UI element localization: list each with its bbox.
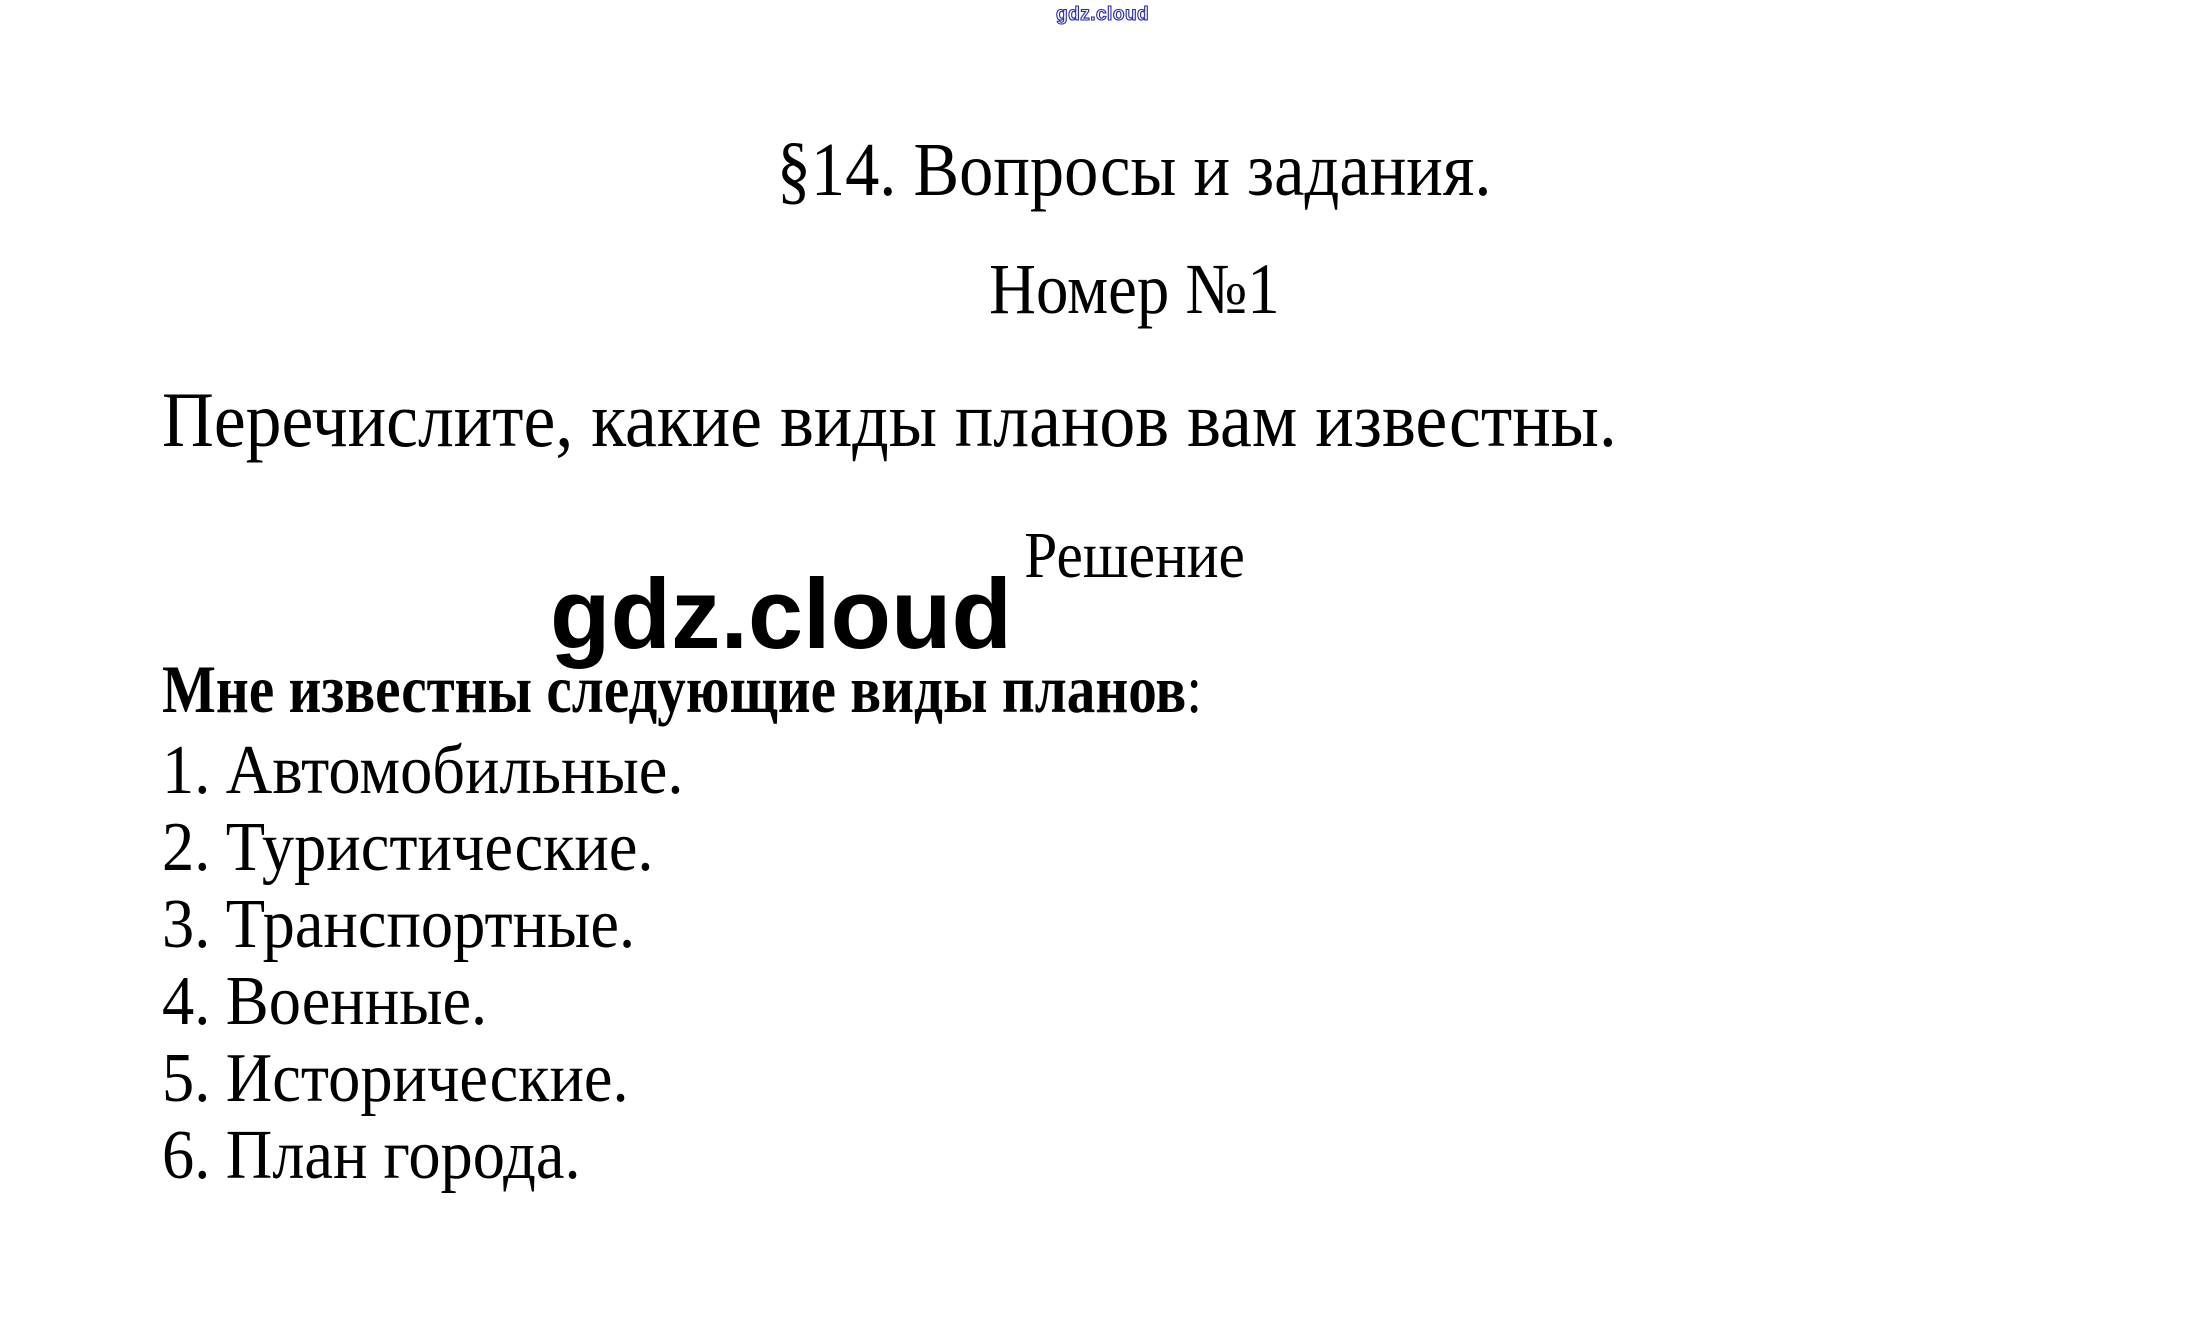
list-item-4-number: 4. [162, 963, 211, 1040]
question-text [162, 377, 1743, 463]
solution-label [0, 520, 2197, 593]
list-item-5 [162, 1040, 729, 1117]
gdz-cloud-watermark-top: gdz.cloud [1056, 4, 1150, 25]
solution-heading-colon: : [1186, 651, 1203, 727]
solution-label-text: Решение [1024, 519, 1245, 592]
list-item-5-number: 5. [162, 1040, 211, 1117]
list-item-2-number: 2. [162, 809, 211, 886]
list-item-1-label: Автомобильные. [225, 732, 684, 809]
list-item-1 [162, 732, 729, 809]
task-number-text: Номер №1 [989, 249, 1280, 329]
question-text-line: Перечислите, какие виды планов вам известны. [162, 376, 1617, 463]
list-item-4 [162, 963, 729, 1040]
list-item-4-label: Военные. [225, 963, 488, 1040]
section-title [0, 129, 2197, 213]
task-number [0, 250, 2197, 329]
list-item-3-number: 3. [162, 886, 211, 963]
list-item-3-label: Транспортные. [225, 886, 636, 963]
solution-heading [162, 652, 1400, 727]
list-item-6-label: План города. [225, 1117, 581, 1194]
gdz-cloud-watermark-large: gdz.cloud [550, 558, 1012, 669]
list-item-5-label: Исторические. [225, 1040, 629, 1117]
list-item-6 [162, 1117, 729, 1194]
plan-types-list [162, 732, 729, 1194]
section-title-text: §14. Вопросы и задания. [777, 128, 1492, 212]
solution-heading-bold: Мне известны следующие виды планов [162, 651, 1187, 727]
list-item-3 [162, 886, 729, 963]
list-item-1-number: 1. [162, 732, 211, 809]
list-item-2-label: Туристические. [225, 809, 654, 886]
list-item-6-number: 6. [162, 1117, 211, 1194]
list-item-2 [162, 809, 729, 886]
